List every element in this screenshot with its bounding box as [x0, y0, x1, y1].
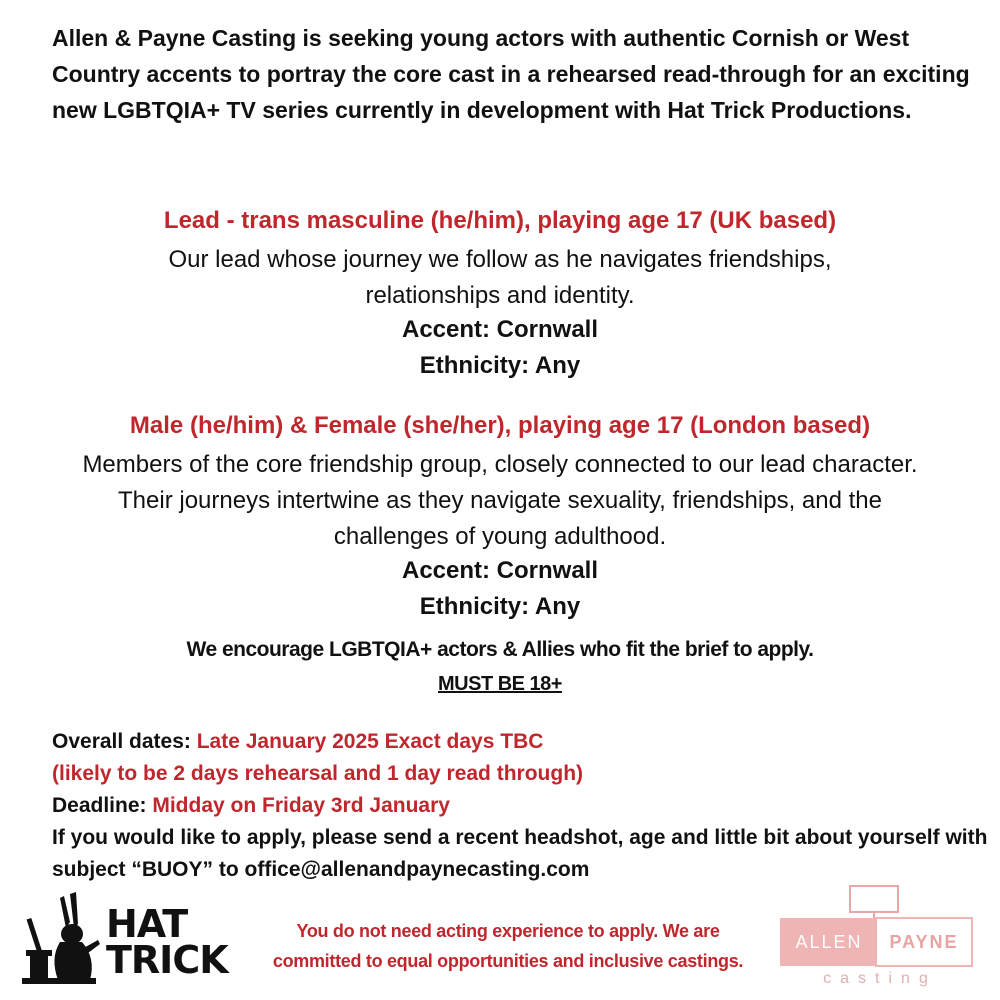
role-friends-description: Members of the core friendship group, closely connected to our lead character. Their journeys intertwine as they navigate sexuality, friendships, and the challenges of young adulthood. [82, 451, 918, 550]
age-requirement [0, 673, 1000, 696]
casting-wordmark: casting [823, 970, 937, 987]
allen-wordmark: ALLEN [795, 932, 863, 952]
hat-trick-wordmark [106, 902, 228, 982]
intro-paragraph: Allen & Payne Casting is seeking young actors with authentic Cornish or West Country accents to portray the core cast in a rehearsed read-through for an exciting new LGBTQIA+ TV series currently in development with Hat Trick Productions. [52, 25, 970, 123]
hat-trick-line1: HAT [106, 902, 188, 946]
footer-note [228, 916, 788, 976]
must-be-18-label: MUST BE 18+ [438, 673, 562, 695]
payne-wordmark: PAYNE [889, 932, 959, 952]
deadline-value: Midday on Friday 3rd January [152, 794, 450, 817]
dates-value: Late January 2025 Exact days TBC [196, 730, 544, 753]
dates-note: (likely to be 2 days rehearsal and 1 day read through) [52, 762, 584, 785]
deadline-label: Deadline: [52, 794, 153, 817]
role-lead-description: Our lead whose journey we follow as he navigates friendships, relationships and identity. [168, 246, 832, 309]
role-friends-ethnicity: Ethnicity: Any [419, 593, 581, 620]
role-lead-heading: Lead - trans masculine (he/him), playing age 17 (UK based) [163, 207, 837, 234]
footer-note-line1: You do not need acting experience to apply. We are [296, 921, 720, 941]
role-lead-ethnicity: Ethnicity: Any [419, 352, 581, 379]
details-block [52, 726, 992, 886]
dates-line [52, 726, 992, 758]
encourage-statement: We encourage LGBTQIA+ actors & Allies who fit the brief to apply. [186, 638, 814, 661]
role-lead-accent: Accent: Cornwall [401, 316, 599, 343]
role-friends-heading: Male (he/him) & Female (she/her), playing age 17 (London based) [129, 412, 871, 439]
footer-note-line2: committed to equal opportunities and inclusive castings. [272, 951, 744, 971]
role-friends-accent: Accent: Cornwall [401, 557, 599, 584]
deadline-line [52, 790, 992, 822]
apply-instructions: If you would like to apply, please send a recent headshot, age and little bit about yourself with subject “BUOY” to office@allenandpaynecasting.com [52, 826, 988, 881]
dates-label: Overall dates: [52, 730, 197, 753]
hat-trick-line2: TRICK [106, 938, 228, 982]
